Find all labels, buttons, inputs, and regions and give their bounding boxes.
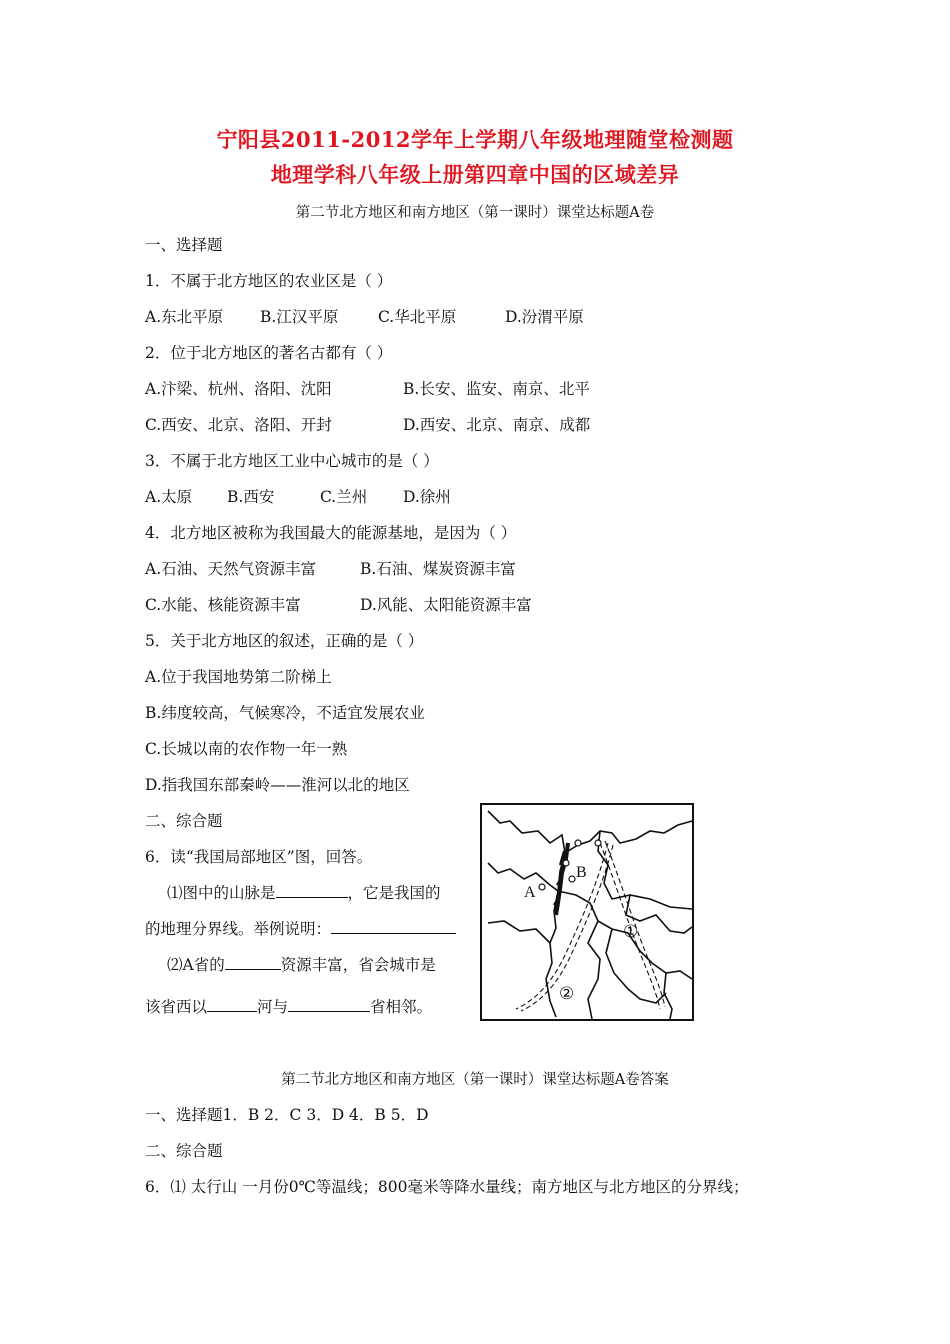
q1-option-c: C.华北平原 [378,308,457,326]
q6-p1-text-c: 的地理分界线。举例说明： [145,920,332,938]
q3-option-c: C.兰州 [320,488,368,506]
q6-p2-text-d: 河与 [257,998,289,1016]
answers-q6-line: 6．⑴ 太行山 一月份0℃等温线；800毫米等降水量线；南方地区与北方地区的分界线； [145,1178,749,1196]
q2-option-c: C.西安、北京、洛阳、开封 [145,416,332,434]
city-dot [569,876,575,882]
q4-option-c: C.水能、核能资源丰富 [145,596,301,614]
q4-option-a: A.石油、天然气资源丰富 [145,560,317,578]
map-frame [481,804,693,1020]
question-2-stem: 2．位于北方地区的著名古都有（ ） [145,344,393,362]
map-label-2: ② [559,984,575,1004]
answers-heading-comprehensive: 二、综合题 [145,1142,223,1160]
q6-p2-text-e: 省相邻。 [370,998,433,1016]
chapter-title: 地理学科八年级上册第四章中国的区域差异 [270,162,680,187]
question-4-stem: 4．北方地区被称为我国最大的能源基地，是因为（ ） [145,524,517,542]
city-dot [539,884,545,890]
q6-p2-text-c: 该省西以 [145,998,208,1016]
q5-option-d: D.指我国东部秦岭——淮河以北的地区 [145,776,410,794]
q4-option-b: B.石油、煤炭资源丰富 [360,560,516,578]
q4-option-d: D.风能、太阳能资源丰富 [360,596,532,614]
q6-p2-blank-2[interactable] [207,997,257,1012]
q6-p2-blank-3[interactable] [288,997,370,1012]
q6-p2-text-b: 资源丰富，省会城市是 [280,956,436,974]
city-dot [575,840,581,846]
q5-option-b: B.纬度较高，气候寒冷，不适宜发展农业 [145,704,425,722]
answers-choice-line: 一、选择题1．B 2．C 3．D 4．B 5．D [145,1106,429,1124]
section-heading-comprehensive: 二、综合题 [145,812,223,830]
section-subtitle: 第二节北方地区和南方地区（第一课时）课堂达标题A卷 [295,205,655,221]
map-label-1: ① [623,922,639,942]
q6-p1-text-b: ，它是我国的 [347,884,441,902]
q6-p2-text-a: ⑵A省的 [167,956,225,974]
question-5-stem: 5．关于北方地区的叙述，正确的是（ ） [145,632,424,650]
q6-part-2-line-2 [145,995,432,1017]
q1-option-d: D.汾渭平原 [505,308,584,326]
q3-option-b: B.西安 [227,488,275,506]
q6-p1-blank-1[interactable] [276,883,348,898]
q2-option-a: A.汴梁、杭州、洛阳、沈阳 [145,380,332,398]
map-label-b: B [576,864,587,881]
q1-option-b: B.江汉平原 [260,308,339,326]
q6-part-2-line [167,953,436,975]
city-dot [595,840,601,846]
q6-p1-text-a: ⑴图中的山脉是 [167,884,276,902]
q3-option-d: D.徐州 [403,488,451,506]
q6-part-1-line [167,881,441,903]
q6-p1-blank-2[interactable] [331,919,456,934]
q5-option-c: C.长城以南的农作物一年一熟 [145,740,348,758]
answers-title: 第二节北方地区和南方地区（第一课时）课堂达标题A卷答案 [281,1072,669,1088]
question-1-stem: 1．不属于北方地区的农业区是（ ） [145,272,393,290]
question-3-stem: 3．不属于北方地区工业中心城市的是（ ） [145,452,439,470]
q2-option-b: B.长安、监安、南京、北平 [403,380,590,398]
q6-part-1-line-2 [145,917,456,939]
question-6-stem: 6．读“我国局部地区”图，回答。 [145,848,373,866]
q2-option-d: D.西安、北京、南京、成都 [403,416,591,434]
city-dot [563,860,569,866]
q1-option-a: A.东北平原 [145,308,224,326]
regional-map [480,803,694,1021]
main-title: 宁阳县2011-2012学年上学期八年级地理随堂检测题 [216,127,734,152]
q3-option-a: A.太原 [145,488,193,506]
q5-option-a: A.位于我国地势第二阶梯上 [145,668,332,686]
section-heading-choice: 一、选择题 [145,236,223,254]
q6-p2-blank-1[interactable] [225,955,281,970]
map-label-a: A [524,884,536,901]
